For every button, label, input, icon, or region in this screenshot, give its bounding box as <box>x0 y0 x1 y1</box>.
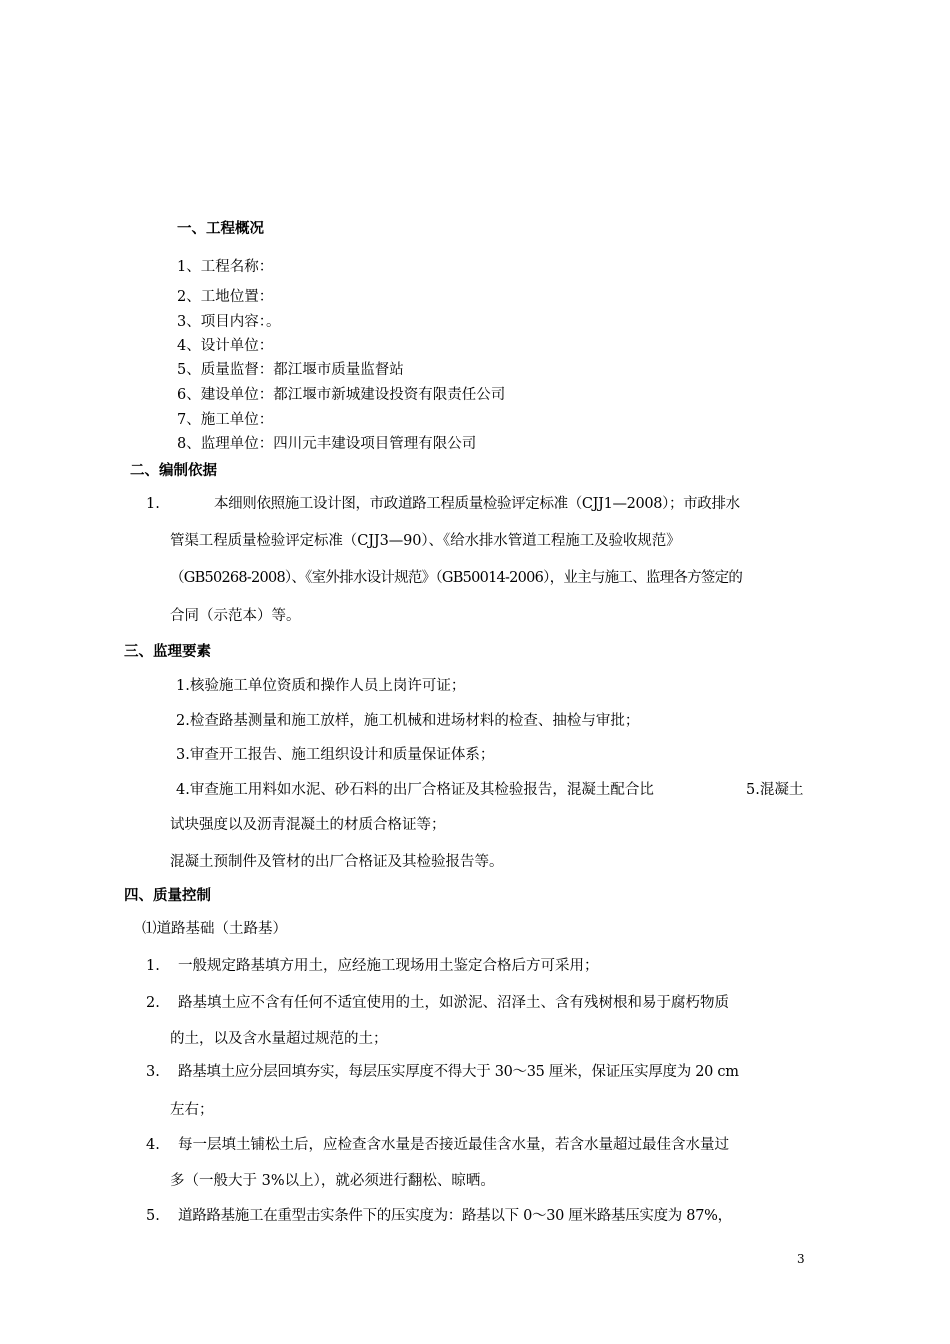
section-2-heading: 二、编制依据 <box>130 463 217 479</box>
supervision-item: 4.审查施工用料如水泥、砂石料的出厂合格证及其检验报告，混凝土配合比 <box>176 782 654 798</box>
basis-line: 本细则依照施工设计图，市政道路工程质量检验评定标准（CJJ1—2008）；市政排水 <box>214 496 740 512</box>
subsection-heading: ⑴道路基础（土路基） <box>142 921 287 937</box>
quality-item: 每一层填土铺松土后，应检查含水量是否接近最佳含水量，若含水量超过最佳含水量过 <box>178 1137 729 1153</box>
project-item: 8、监理单位：四川元丰建设项目管理有限公司 <box>177 436 477 452</box>
item-number: 5. <box>146 1208 160 1224</box>
quality-item: 路基填土应不含有任何不适宜使用的土，如淤泥、沼泽土、含有残树根和易于腐朽物质 <box>178 995 729 1011</box>
page-number: 3 <box>797 1252 805 1266</box>
item-number: 3. <box>146 1064 160 1080</box>
supervision-item: 5.混凝土 <box>746 782 804 798</box>
basis-line: （GB50268-2008）、《室外排水设计规范》（GB50014-2006），业主与施工、监理各方签定的 <box>170 570 743 586</box>
project-item: 3、项目内容：。 <box>177 314 281 330</box>
supervision-item: 混凝土预制件及管材的出厂合格证及其检验报告等。 <box>170 854 504 870</box>
project-item: 4、设计单位： <box>177 338 274 354</box>
quality-item: 的土，以及含水量超过规范的土； <box>170 1031 388 1047</box>
item-number: 2. <box>146 995 160 1011</box>
item-number: 4. <box>146 1137 160 1153</box>
quality-item: 道路路基施工在重型击实条件下的压实度为：路基以下 0～30 厘米路基压实度为 87%， <box>178 1208 732 1224</box>
quality-item: 一般规定路基填方用土，应经施工现场用土鉴定合格后方可采用； <box>178 958 599 974</box>
supervision-item: 3.审查开工报告、施工组织设计和质量保证体系； <box>176 747 495 763</box>
project-item: 5、质量监督：都江堰市质量监督站 <box>177 362 404 378</box>
quality-item: 左右； <box>170 1102 214 1118</box>
supervision-item: 2.检查路基测量和施工放样，施工机械和进场材料的检查、抽检与审批； <box>176 713 640 729</box>
section-4-heading: 四、质量控制 <box>124 888 211 904</box>
project-item: 2、工地位置： <box>177 289 274 305</box>
project-item: 6、建设单位：都江堰市新城建设投资有限责任公司 <box>177 387 506 403</box>
project-item: 1、工程名称： <box>177 259 274 275</box>
item-number: 1. <box>146 958 160 974</box>
project-item: 7、施工单位： <box>177 412 274 428</box>
supervision-item: 试块强度以及沥青混凝土的材质合格证等； <box>170 817 446 833</box>
quality-item: 多（一般大于 3%以上），就必须进行翻松、晾晒。 <box>170 1173 495 1189</box>
supervision-item: 1.核验施工单位资质和操作人员上岗许可证； <box>176 678 466 694</box>
section-1-heading: 一、工程概况 <box>177 221 264 237</box>
basis-line: 管渠工程质量检验评定标准（CJJ3—90）、《给水排水管道工程施工及验收规范》 <box>170 533 681 549</box>
section-3-heading: 三、监理要素 <box>124 644 211 660</box>
quality-item: 路基填土应分层回填夯实，每层压实厚度不得大于 30～35 厘米，保证压实厚度为 20 cm <box>178 1064 739 1080</box>
basis-number: 1. <box>146 496 160 512</box>
basis-line: 合同（示范本）等。 <box>170 608 301 624</box>
